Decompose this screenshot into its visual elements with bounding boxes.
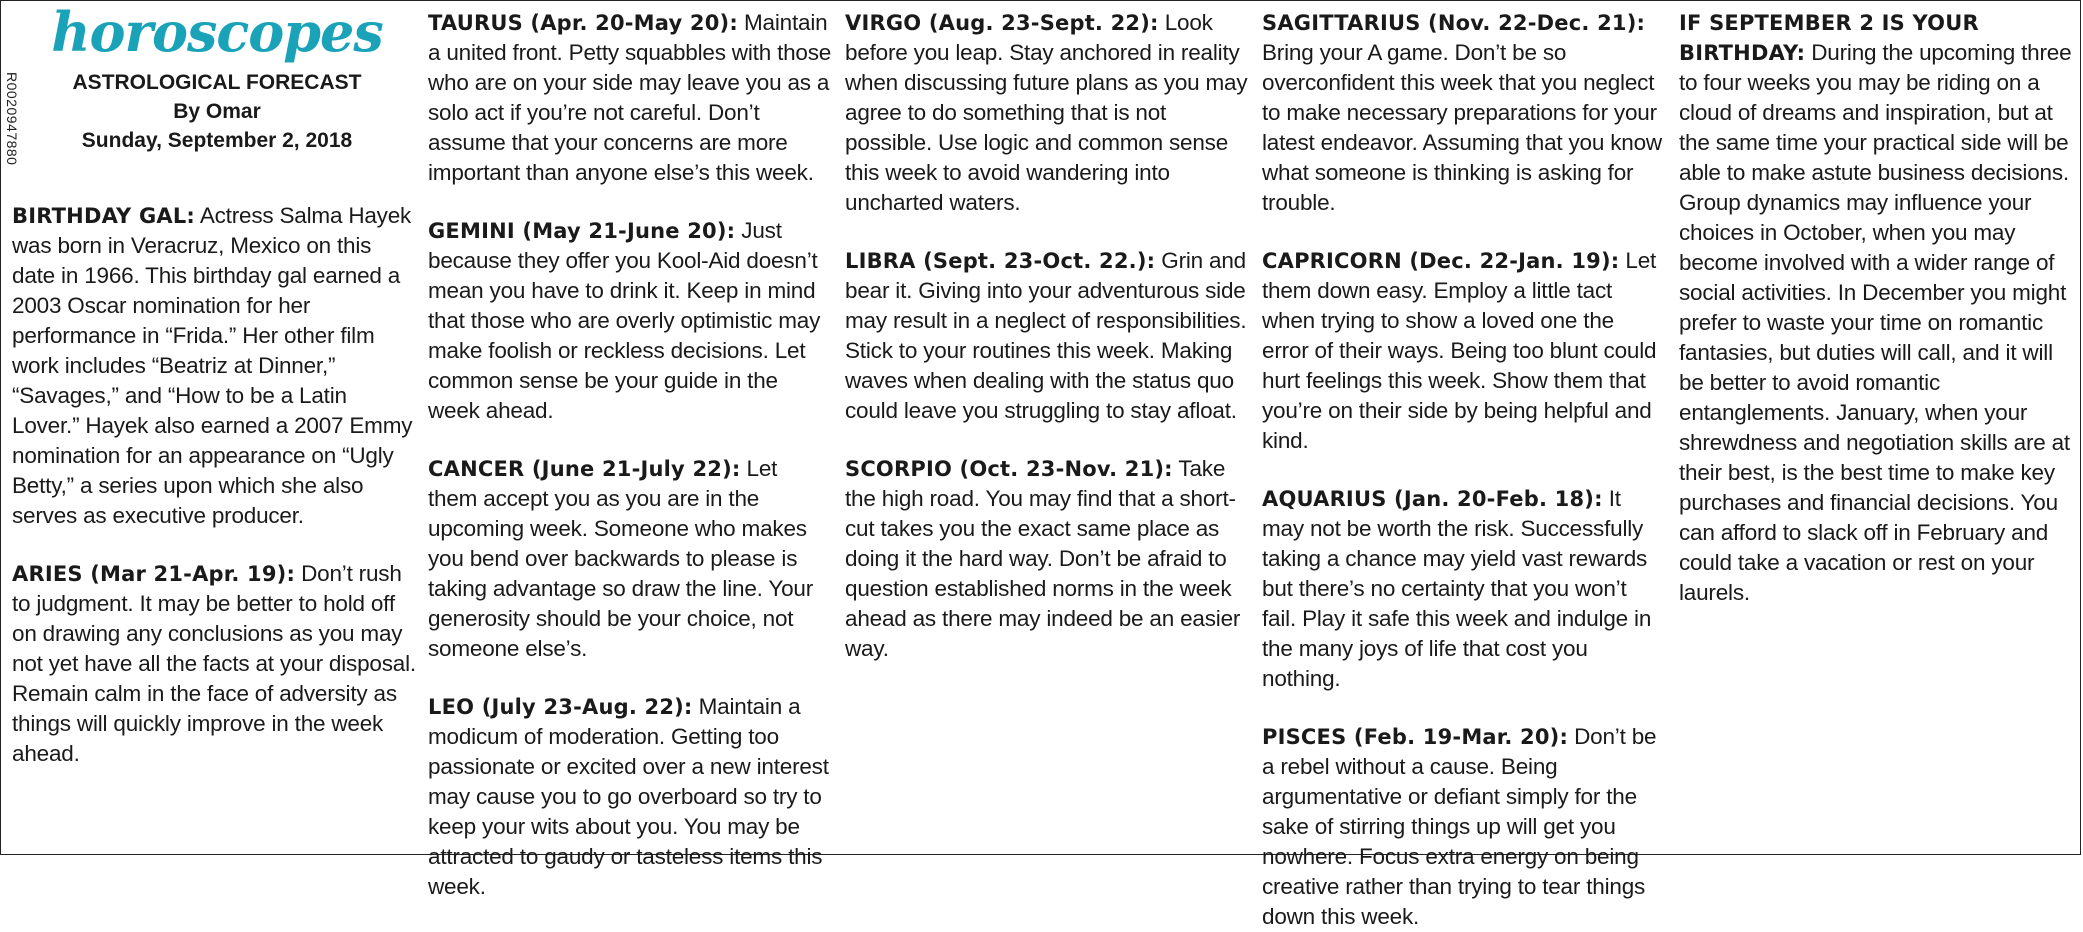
- sign-text: Don’t be a rebel without a cause. Being argumentative or defiant simply for the sake of stirring things up will get you nowhere. Focus extra energy on being creative rather than trying to tear things down this week.: [1262, 724, 1657, 929]
- sign-heading: TAURUS (Apr. 20-May 20):: [428, 11, 738, 35]
- sign-heading: LEO (July 23-Aug. 22):: [428, 695, 693, 719]
- sign-text: Don’t rush to judgment. It may be better to hold off on drawing any conclusions as you may not yet have all the facts at your disposal. Remain calm in the face of adversity as things will quickly improve in the week ahead.: [12, 561, 416, 766]
- sign-pisces: [1262, 722, 1666, 932]
- sign-aries: [12, 559, 416, 769]
- byline: By Omar: [173, 100, 261, 123]
- forecast-title: ASTROLOGICAL FORECAST: [72, 71, 362, 94]
- horoscopes-logo: horoscopes: [51, 0, 383, 64]
- sign-text: Look before you leap. Stay anchored in reality when discussing future plans as you may agree to do something that is not possible. Use logic and common sense this week to avoid wandering into uncharted waters.: [845, 10, 1248, 215]
- birthday-gal-text: Actress Salma Hayek was born in Veracruz, Mexico on this date in 1966. This birthday gal earned a 2003 Oscar nomination for her performance in “Frida.” Her other film work includes “Beatriz at Dinner,” “Savages,” and “How to be a Latin Lover.” Hayek also earned a 2007 Emmy nomination for an appearance on “Ugly Betty,” a series upon which she also serves as executive producer.: [12, 203, 413, 528]
- sign-text: Let them down easy. Employ a little tact when trying to show a loved one the error of their ways. Being too blunt could hurt feelings this week. Show them that you’re on their side by being helpful and kind.: [1262, 248, 1657, 453]
- sign-heading: LIBRA (Sept. 23-Oct. 22.):: [845, 249, 1156, 273]
- sign-text: Maintain a united front. Petty squabbles with those who are on your side may leave you as a solo act if you’re not careful. Don’t assume that your concerns are more important than anyone else’s this week.: [428, 10, 832, 185]
- sign-taurus: [428, 8, 832, 188]
- sign-leo: [428, 692, 832, 902]
- sign-heading: CAPRICORN (Dec. 22-Jan. 19):: [1262, 249, 1620, 273]
- birthday-forecast-text: During the upcoming three to four weeks you may be riding on a cloud of dreams and inspiration, but at the same time your practical side will be able to make astute business decisions. Group dynamics may influence your choices in October, when you may become involved with a wider range of social activities. In December you might prefer to waste your time on romantic fantasies, but duties will call, and it will be better to avoid romantic entanglements. January, when your shrewdness and negotiation skills are at their best, is the best time to make key purchases and financial decisions. You can afford to slack off in February and could take a vacation or rest on your laurels.: [1679, 40, 2072, 605]
- sign-text: Take the high road. You may find that a short-cut takes you the exact same place as doing it the hard way. Don’t be afraid to question established norms in the week ahead as there may indeed be an easier way.: [845, 456, 1241, 661]
- sign-heading: GEMINI (May 21-June 20):: [428, 219, 736, 243]
- sign-text: Let them accept you as you are in the upcoming week. Someone who makes you bend over backwards to please is taking advantage so draw the line. Your generosity should be your choice, not someone else’s.: [428, 456, 813, 661]
- sign-heading: CANCER (June 21-July 22):: [428, 457, 741, 481]
- sign-sagittarius: [1262, 8, 1666, 218]
- sign-cancer: [428, 454, 832, 664]
- column-2: [428, 8, 832, 899]
- sign-libra: [845, 246, 1249, 426]
- masthead: [12, 68, 416, 155]
- sign-heading: SAGITTARIUS (Nov. 22-Dec. 21):: [1262, 11, 1646, 35]
- sign-virgo: [845, 8, 1249, 218]
- sign-heading: PISCES (Feb. 19-Mar. 20):: [1262, 725, 1569, 749]
- sign-capricorn: [1262, 246, 1666, 456]
- column-3: [845, 8, 1249, 863]
- column-4: [1262, 8, 1666, 929]
- birthday-forecast-paragraph: [1679, 8, 2079, 608]
- sign-text: Maintain a modicum of moderation. Getting too passionate or excited over a new interest may cause you to go overboard so try to keep your wits about you. You may be attracted to gaudy or tasteless items this week.: [428, 694, 829, 899]
- sign-scorpio: [845, 454, 1249, 664]
- sign-gemini: [428, 216, 832, 426]
- column-5: [1679, 8, 2079, 863]
- sign-heading: VIRGO (Aug. 23-Sept. 22):: [845, 11, 1159, 35]
- column-1: [4, 0, 416, 855]
- sign-text: Just because they offer you Kool-Aid doesn’t mean you have to drink it. Keep in mind that those who are overly optimistic may make foolish or reckless decisions. Let common sense be your guide in the week ahead.: [428, 218, 821, 423]
- sign-text: Bring your A game. Don’t be so overconfident this week that you neglect to make necessary preparations for your latest endeavor. Assuming that you know what someone is thinking is asking for trouble.: [1262, 40, 1662, 215]
- birthday-forecast-heading: IF SEPTEMBER 2 IS YOUR BIRTHDAY:: [1679, 11, 1979, 65]
- sign-heading: SCORPIO (Oct. 23-Nov. 21):: [845, 457, 1173, 481]
- birthday-gal-heading: BIRTHDAY GAL:: [12, 204, 196, 228]
- issue-date: Sunday, September 2, 2018: [81, 129, 353, 152]
- sign-heading: ARIES (Mar 21-Apr. 19):: [12, 562, 296, 586]
- sign-heading: AQUARIUS (Jan. 20-Feb. 18):: [1262, 487, 1603, 511]
- sign-text: It may not be worth the risk. Successfully taking a chance may yield vast rewards but there’s no certainty that you won’t fail. Play it safe this week and indulge in the many joys of life that cost you nothing.: [1262, 486, 1652, 691]
- sign-text: Grin and bear it. Giving into your adventurous side may result in a neglect of responsibilities. Stick to your routines this week. Making waves when dealing with the status quo could leave you struggling to stay afloat.: [845, 248, 1247, 423]
- sign-aquarius: [1262, 484, 1666, 694]
- birthday-gal-paragraph: [12, 201, 416, 531]
- side-code: R0020947880: [4, 72, 20, 166]
